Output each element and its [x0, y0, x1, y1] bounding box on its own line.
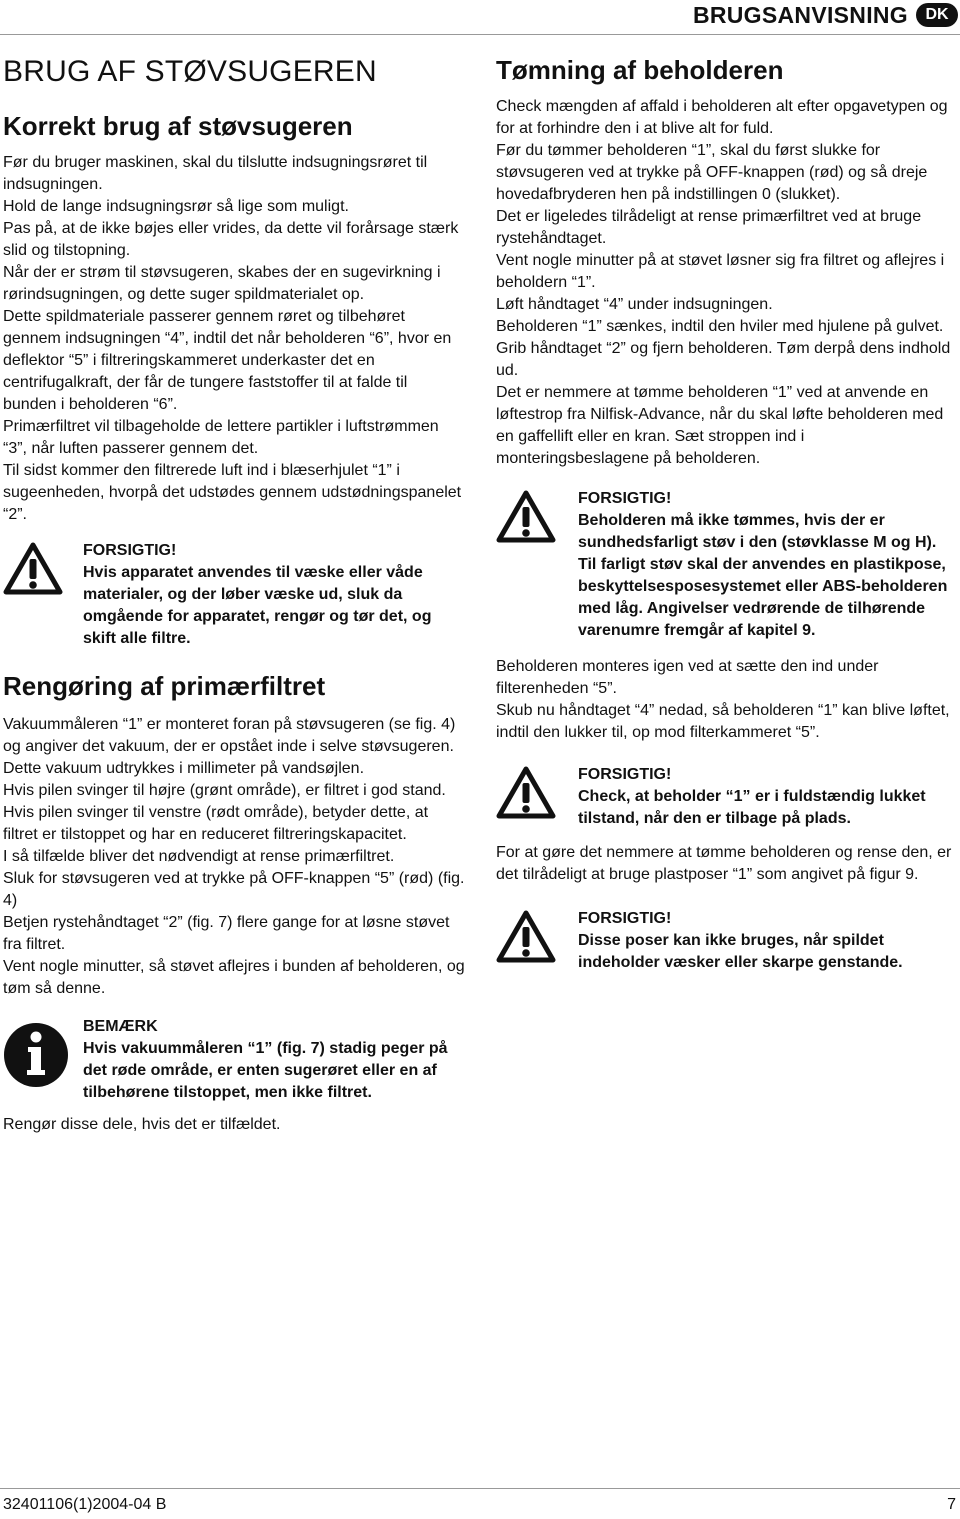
paragraph: Løft håndtaget “4” under indsugningen.: [496, 296, 773, 313]
page-header: [0, 0, 960, 34]
paragraph: Grib håndtaget “2” og fjern beholderen. Tøm derpå dens indhold ud.: [496, 340, 951, 379]
paragraph: Hold de lange indsugningsrør så lige som muligt.: [3, 198, 349, 215]
section-correct-use-body: [3, 152, 465, 526]
info-icon: [3, 1016, 83, 1093]
warning-text: Til farligt støv skal der anvendes en plastikpose, beskyttelsesposesystemet eller ABS-beholderen med låg. Angivelser vedrørende de tilhørende varenumre fremgår af kapitel 9.: [578, 556, 948, 639]
warning-text: Disse poser kan ikke bruges, når spildet indeholder væsker eller skarpe genstande.: [578, 932, 903, 971]
section-emptying-body: [496, 96, 956, 470]
paragraph: Skub nu håndtaget “4” nedad, så beholderen “1” kan blive løftet, indtil den lukker til, op mod filterkammeret “5”.: [496, 702, 950, 741]
paragraph: Betjen rystehåndtaget “2” (fig. 7) flere gange for at løsne støvet fra filtret.: [3, 914, 450, 953]
warning-text: Check, at beholder “1” er i fuldstændig lukket tilstand, når den er tilbage på plads.: [578, 788, 926, 827]
right-column: [496, 50, 956, 974]
closing-paragraph: Rengør disse dele, hvis det er tilfældet.: [3, 1116, 281, 1133]
section-heading-emptying: Tømning af beholderen: [496, 55, 784, 85]
warning-triangle-icon: [496, 488, 578, 549]
paragraph: Til sidst kommer den filtrerede luft ind i blæserhjulet “1” i sugeenheden, hvorpå det udstødes gennem udstødningspanelet “2”.: [3, 462, 462, 523]
section-filter-cleaning-body: [3, 714, 465, 1000]
paragraph: Beholderen “1” sænkes, indtil den hviler med hjulene på gulvet.: [496, 318, 944, 335]
warning-triangle-icon: [496, 908, 578, 969]
section-reinsert-body: [496, 656, 956, 744]
warning-triangle-icon: [3, 540, 83, 601]
footer-divider: [0, 1488, 960, 1489]
paragraph: Hvis pilen svinger til højre (grønt område), er filtret i god stand.: [3, 782, 446, 799]
paragraph: Hvis pilen svinger til venstre (rødt område), betyder dette, at filtret er tilstoppet og har en reduceret filtreringskapacitet.: [3, 804, 429, 843]
warning-text: Hvis apparatet anvendes til væske eller våde materialer, og der løber væske ud, sluk da omgående for apparatet, rengør og tør det, og skift alle filtre.: [83, 564, 432, 647]
warning-title: FORSIGTIG!: [578, 766, 672, 783]
warning-box-bags-liquids: [496, 908, 956, 974]
warning-text: Beholderen må ikke tømmes, hvis der er sundhedsfarligt støv i den (støvklasse M og H).: [578, 512, 937, 551]
section-plastic-bags-body: [496, 842, 956, 886]
page-number: 7: [947, 1496, 956, 1513]
language-badge: DK: [916, 3, 958, 27]
paragraph: Sluk for støvsugeren ved at trykke på OFF-knappen “5” (rød) (fig. 4): [3, 870, 465, 909]
header-divider: [0, 34, 960, 35]
warning-box-liquids: [3, 540, 465, 650]
paragraph: Vakuummåleren “1” er monteret foran på støvsugeren (se fig. 4) og angiver det vakuum, der er opstået inde i selve støvsugeren.: [3, 716, 456, 755]
warning-triangle-icon: [496, 764, 578, 825]
paragraph: Det er ligeledes tilrådeligt at rense primærfiltret ved at bruge rystehåndtaget.: [496, 208, 922, 247]
left-column: [3, 50, 465, 1136]
paragraph: Primærfiltret vil tilbageholde de lettere partikler i luftstrømmen “3”, når luften passerer gennem det.: [3, 418, 439, 457]
paragraph: I så tilfælde bliver det nødvendigt at rense primærfiltret.: [3, 848, 395, 865]
warning-box-hazardous-dust: [496, 488, 956, 642]
paragraph: Vent nogle minutter, så støvet aflejres i bunden af beholderen, og tøm så denne.: [3, 958, 465, 997]
paragraph: Dette vakuum udtrykkes i millimeter på vandsøjlen.: [3, 760, 365, 777]
paragraph: Check mængden af affald i beholderen alt efter opgavetypen og for at forhindre den i at blive alt for fuld.: [496, 98, 948, 137]
note-title: BEMÆRK: [83, 1018, 158, 1035]
warning-title: FORSIGTIG!: [578, 910, 672, 927]
paragraph: Før du bruger maskinen, skal du tilslutte indsugningsrøret til indsugningen.: [3, 154, 428, 193]
paragraph: Når der er strøm til støvsugeren, skabes der en sugevirkning i rørindsugningen, og dette suger spildmaterialet op.: [3, 264, 441, 303]
paragraph: Pas på, at de ikke bøjes eller vrides, da dette vil forårsage stærk slid og tilstopning.: [3, 220, 459, 259]
paragraph: Dette spildmateriale passerer gennem røret og tilbehøret gennem indsugningen “4”, indtil det når beholderen “6”, hvor en deflektor “5” i filtreringskammeret underkaster det en centrifugalkraft, der får de tungere faststoffer til at falde til bunden i beholderen “6”.: [3, 308, 452, 413]
warning-title: FORSIGTIG!: [83, 542, 177, 559]
document-code: 32401106(1)2004-04 B: [3, 1496, 167, 1513]
header-title: BRUGSANVISNING: [692, 2, 908, 28]
paragraph: For at gøre det nemmere at tømme beholderen og rense den, er det tilrådeligt at bruge plastposer “1” som angivet på figur 9.: [496, 844, 952, 883]
warning-box-container-closed: [496, 764, 956, 830]
paragraph: Beholderen monteres igen ved at sætte den ind under filterenheden “5”.: [496, 658, 879, 697]
paragraph: Vent nogle minutter på at støvet løsner sig fra filtret og aflejres i beholdern “1”.: [496, 252, 945, 291]
warning-title: FORSIGTIG!: [578, 490, 672, 507]
page-title: BRUG AF STØVSUGEREN: [3, 55, 377, 88]
note-box-vacuum-gauge: [3, 1016, 465, 1104]
paragraph: Før du tømmer beholderen “1”, skal du først slukke for støvsugeren ved at trykke på OFF-knappen (rød) og så dreje hovedafbryderen hen på indstillingen 0 (slukket).: [496, 142, 928, 203]
paragraph: Det er nemmere at tømme beholderen “1” ved at anvende en løftestrop fra Nilfisk-Advance, når du skal løfte beholderen med en gaffellift eller en kran. Sæt stroppen ind i monteringsbeslagene på beholderen.: [496, 384, 944, 467]
section-heading-correct-use: Korrekt brug af støvsugeren: [3, 111, 353, 141]
note-text: Hvis vakuummåleren “1” (fig. 7) stadig peger på det røde område, er enten sugerøret eller en af tilbehørene tilstoppet, men ikke filtret.: [83, 1040, 448, 1101]
section-heading-filter-cleaning: Rengøring af primærfiltret: [3, 671, 326, 701]
